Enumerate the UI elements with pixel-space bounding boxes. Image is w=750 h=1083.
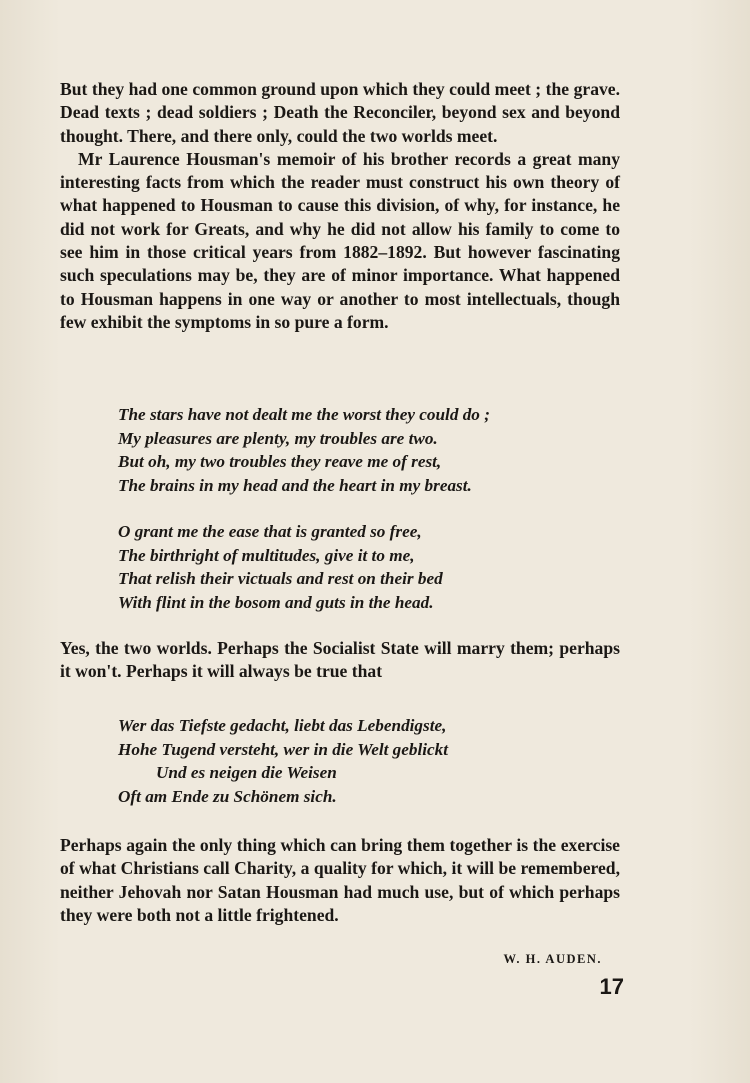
paragraph-memoir: Mr Laurence Housman's memoir of his brother records a great many interesting facts from which the reader must construct his own theory of what happened to Housman to cause this division, of why, for instance, he did not work for Greats, and why he did not allow his family to come to see him in those critical years from 1882–1892. But however fascinating such speculations may be, they are of minor importance. What happened to Housman happens in one way or another to most intellectuals, though few exhibit the symptoms in so pure a form. — [60, 148, 620, 332]
paragraph-two-worlds: Yes, the two worlds. Perhaps the Socialist State will marry them; perhaps it won't. Perhaps it will always be true that — [60, 638, 620, 682]
poem-line: My pleasures are plenty, my troubles are two. — [118, 428, 438, 448]
paragraph-charity: Perhaps again the only thing which can bring them together is the exercise of what Christians call Charity, a quality for which, it will be remembered, neither Jehovah nor Satan Housman had much use, but of which perhaps they were both not a little frightened. — [60, 835, 620, 925]
paragraph-common-ground: But they had one common ground upon which they could meet ; the grave. Dead texts ; dead soldiers ; Death the Reconciler, beyond sex and beyond thought. There, and there only, could the two worlds meet. — [60, 79, 620, 146]
quote-line: Hohe Tugend versteht, wer in die Welt geblickt — [118, 739, 449, 759]
author-signature: W. H. AUDEN. — [503, 952, 602, 966]
poem-line: O grant me the ease that is granted so free, — [118, 522, 422, 541]
page-number: 17 — [599, 974, 624, 999]
poem-line: The stars have not dealt me the worst they could do ; — [118, 405, 490, 424]
poem-stanza-2 — [118, 520, 678, 614]
poem-stanza-1 — [118, 403, 678, 497]
closing-paragraph-block — [60, 834, 620, 927]
poem-line: But oh, my two troubles they reave me of rest, — [118, 452, 442, 471]
quote-line: Und es neigen die Weisen — [156, 763, 337, 782]
poem-line: The brains in my head and the heart in my breast. — [118, 475, 472, 495]
poem-line: With flint in the bosom and guts in the head. — [118, 592, 434, 612]
quote-line: Oft am Ende zu Schönem sich. — [118, 786, 337, 806]
german-quotation — [118, 714, 678, 808]
opening-paragraphs — [60, 78, 620, 334]
poem-line: The birthright of multitudes, give it to me, — [118, 545, 415, 565]
two-worlds-paragraph-block — [60, 637, 620, 684]
quote-line: Wer das Tiefste gedacht, liebt das Lebendigste, — [118, 716, 447, 735]
poem-line: That relish their victuals and rest on their bed — [118, 569, 443, 588]
